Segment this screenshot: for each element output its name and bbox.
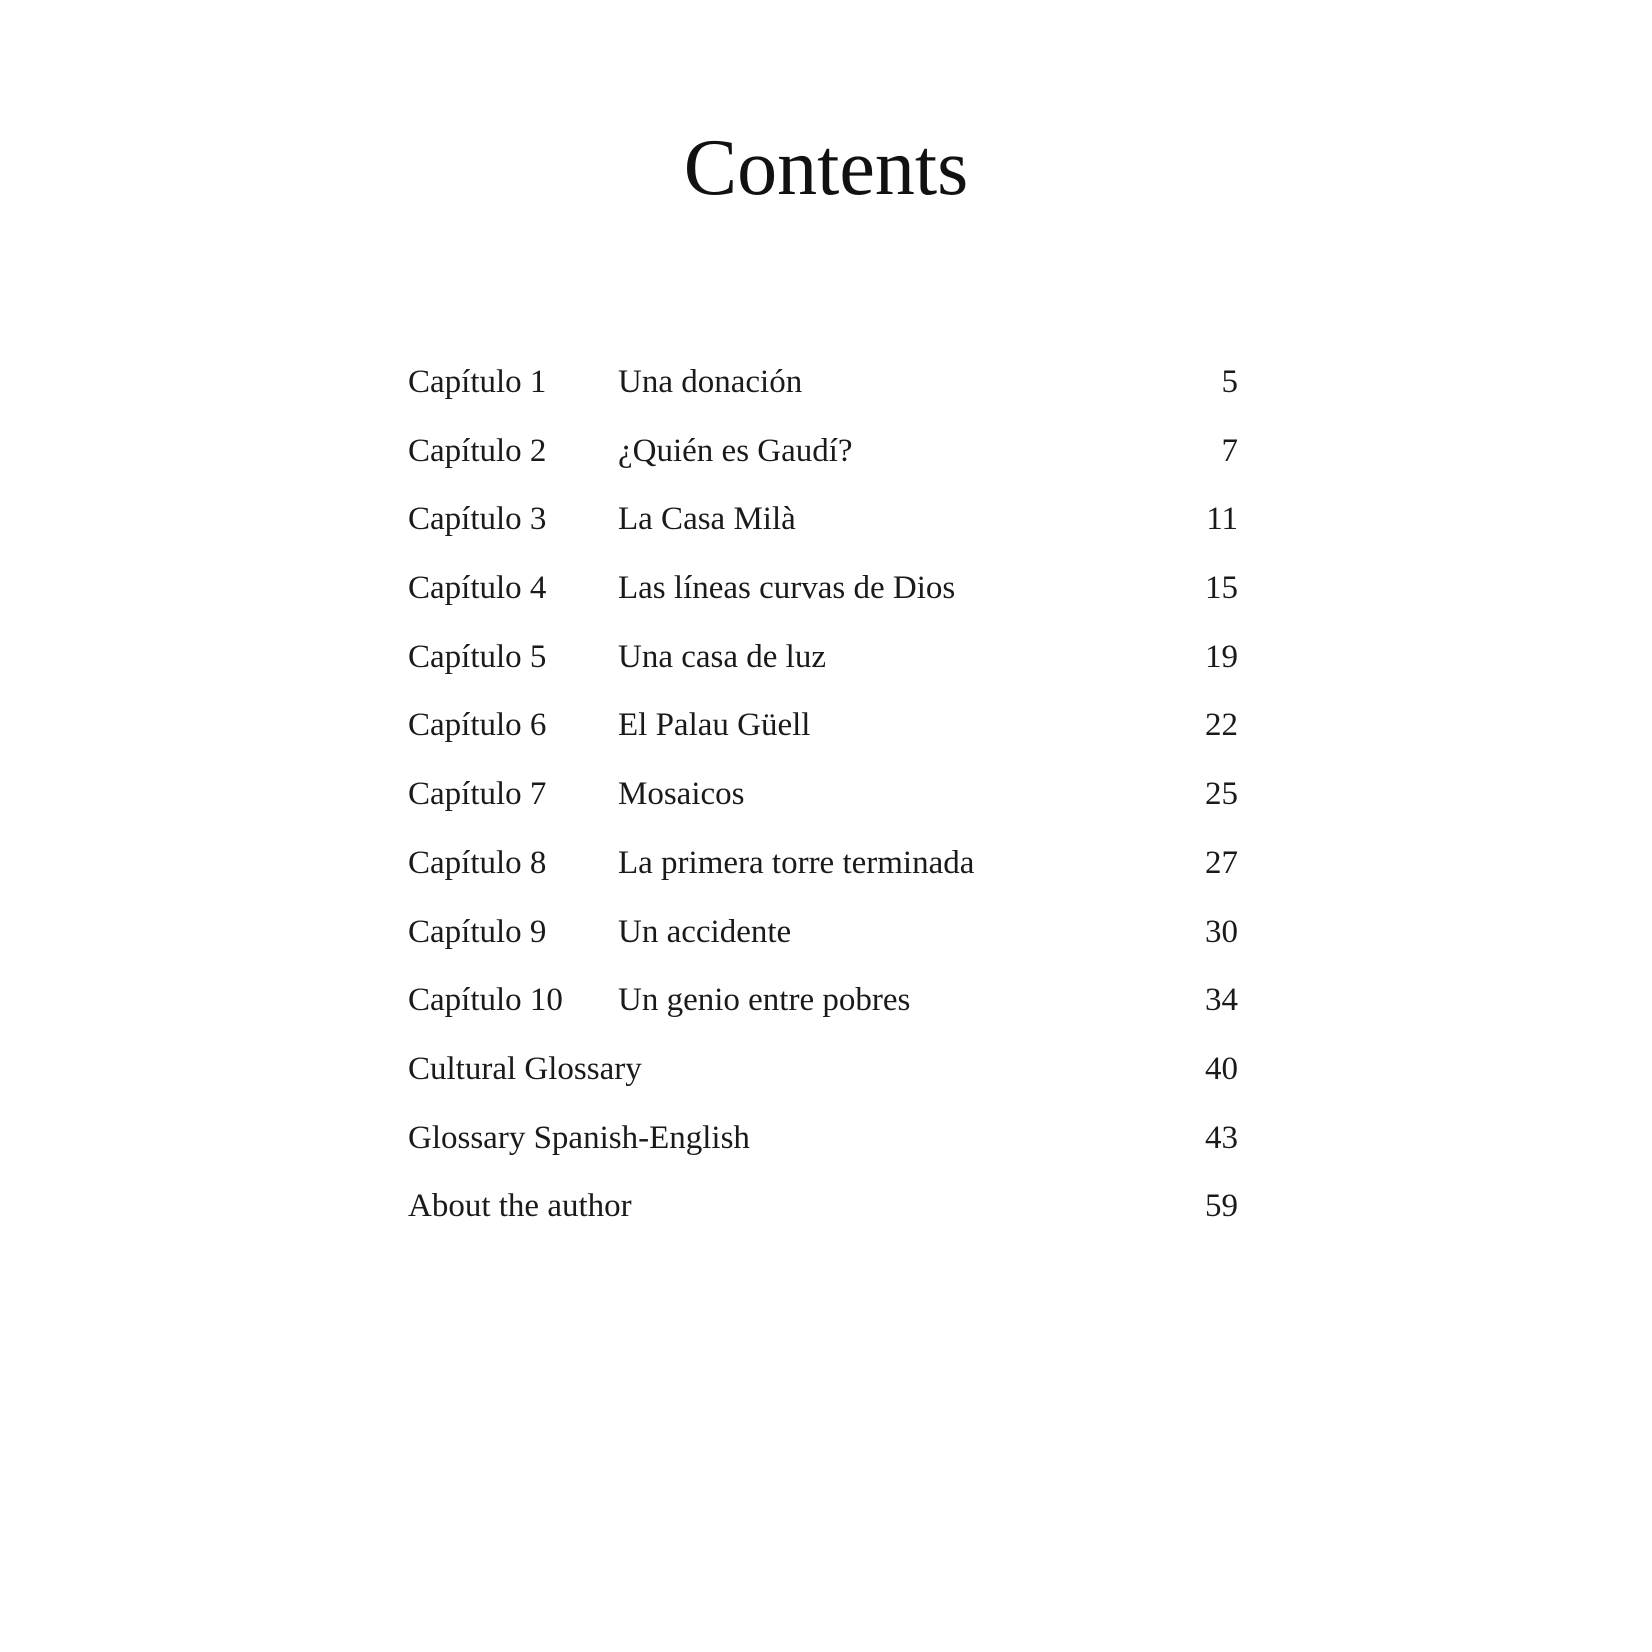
toc-entry-title: Un accidente bbox=[618, 913, 792, 950]
toc-entry[interactable] bbox=[408, 829, 1238, 898]
toc-chapter-label: Capítulo 4 bbox=[408, 570, 547, 607]
toc-page-number: 59 bbox=[1205, 1188, 1238, 1225]
toc-entry[interactable] bbox=[408, 898, 1238, 967]
toc-entry[interactable] bbox=[408, 1035, 1238, 1104]
toc-chapter-label: Capítulo 3 bbox=[408, 501, 547, 538]
toc-entry-title: About the author bbox=[408, 1188, 632, 1225]
toc-chapter-label: Capítulo 7 bbox=[408, 776, 547, 813]
toc-page-number: 22 bbox=[1205, 707, 1238, 744]
toc-entry[interactable] bbox=[408, 1104, 1238, 1173]
toc-page-number: 7 bbox=[1221, 432, 1238, 469]
toc-entry[interactable] bbox=[408, 1172, 1238, 1241]
toc-page-number: 15 bbox=[1205, 570, 1238, 607]
toc-chapter-label: Capítulo 2 bbox=[408, 432, 547, 469]
toc-entry[interactable] bbox=[408, 417, 1238, 486]
toc-entry-title: La primera torre terminada bbox=[618, 844, 975, 881]
toc-entry-title: ¿Quién es Gaudí? bbox=[618, 432, 853, 469]
toc-entry-title: Una donación bbox=[618, 364, 803, 400]
toc-entry-title: Glossary Spanish-English bbox=[408, 1119, 750, 1156]
toc-page-number: 40 bbox=[1205, 1050, 1238, 1087]
toc-entry[interactable] bbox=[408, 554, 1238, 623]
toc-page-number: 19 bbox=[1205, 638, 1238, 675]
toc-entry-title: Cultural Glossary bbox=[408, 1050, 642, 1087]
toc-page-number: 25 bbox=[1205, 776, 1238, 813]
toc-page-number: 11 bbox=[1206, 501, 1238, 538]
toc-entry-title: Un genio entre pobres bbox=[618, 982, 911, 1019]
toc-page-number: 34 bbox=[1205, 982, 1238, 1019]
toc-entry-title: La Casa Milà bbox=[618, 501, 796, 538]
toc-entry[interactable] bbox=[408, 348, 1238, 417]
toc-chapter-label: Capítulo 6 bbox=[408, 707, 547, 744]
toc-chapter-label: Capítulo 8 bbox=[408, 844, 547, 881]
toc-entry[interactable] bbox=[408, 485, 1238, 554]
toc-entry-title: Una casa de luz bbox=[618, 638, 826, 675]
toc-chapter-label: Capítulo 5 bbox=[408, 638, 547, 675]
toc-page-number: 43 bbox=[1205, 1119, 1238, 1156]
toc-entry[interactable] bbox=[408, 760, 1238, 829]
page-title: Contents bbox=[683, 124, 969, 212]
toc-chapter-label: Capítulo 10 bbox=[408, 982, 563, 1019]
toc-entry-title: Mosaicos bbox=[618, 776, 745, 813]
toc-entry[interactable] bbox=[408, 966, 1238, 1035]
toc-chapter-label: Capítulo 1 bbox=[408, 364, 547, 400]
toc-entry[interactable] bbox=[408, 623, 1238, 692]
toc-chapter-label: Capítulo 9 bbox=[408, 913, 547, 950]
table-of-contents bbox=[408, 348, 1238, 1241]
toc-entry-title: Las líneas curvas de Dios bbox=[618, 570, 956, 607]
toc-entry-title: El Palau Güell bbox=[618, 707, 811, 744]
toc-page-number: 5 bbox=[1221, 364, 1238, 400]
toc-page-number: 27 bbox=[1205, 844, 1238, 881]
toc-entry[interactable] bbox=[408, 691, 1238, 760]
toc-page-number: 30 bbox=[1205, 913, 1238, 950]
